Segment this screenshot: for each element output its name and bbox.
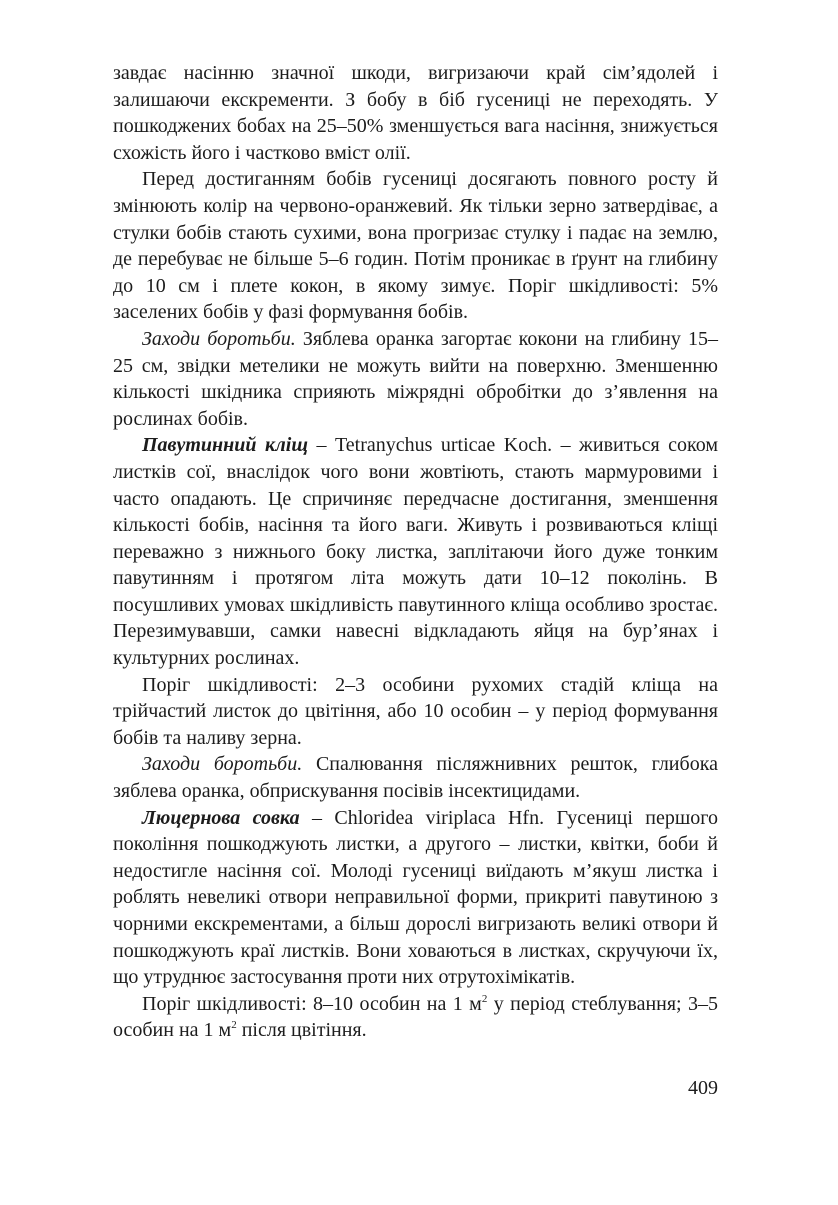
paragraph-pod-development xyxy=(113,166,718,326)
superscript-square: 2 xyxy=(231,1019,237,1032)
paragraph-spider-mite xyxy=(113,432,718,671)
paragraph-text: завдає насінню значної шкоди, вигризаючи край сім’ядолей і залишаючи екскременти. З бобу в біб гусениці не переходять. У пошкоджених бобах на 25–50% зменшується вага насіння, знижується схожість його і частково вміст олії. xyxy=(113,62,718,164)
pest-name-heading: Павутинний кліщ xyxy=(142,434,308,457)
paragraph-alfalfa-moth xyxy=(113,805,718,991)
paragraph-text: – Chloridea viriplaca Hfn. Гусениці першого покоління пошкоджують листки, а другого – листки, квітки, боби й недостигле насіння сої. Молоді гусениці виїдають м’якуш листка і роблять невеликі отвори неправильної форми, прикриті павутиною з чорними екскрементами, а більш дорослі вигризають великі отвори й пошкоджують краї листків. Вони ховаються в листках, скручуючи їх, що утруднює застосування проти них отрутохімікатів. xyxy=(113,806,718,989)
paragraph-text: після цвітіння. xyxy=(236,1019,367,1042)
paragraph-control-measures-2 xyxy=(113,751,718,804)
section-lead-italic: Заходи боротьби. xyxy=(142,327,296,350)
page-body xyxy=(113,60,718,1044)
paragraph-threshold-mite xyxy=(113,672,718,752)
superscript-square: 2 xyxy=(481,992,488,1005)
paragraph-text: Перед достиганням бобів гусениці досягають повного росту й змінюють колір на червоно-оранжевий. Як тільки зерно затвердіває, а стулки бобів стають сухими, вона прогризає стулку і падає на землю, де перебуває не більше 5–6 годин. Потім проникає в ґрунт на глибину до 10 см і плете кокон, в якому зимує. Поріг шкідливості: 5% заселених бобів у фазі формування бобів. xyxy=(113,168,718,324)
paragraph-text: у період стеблування; 3–5 особин на 1 м xyxy=(113,992,719,1042)
paragraph-control-measures-1 xyxy=(113,326,718,432)
paragraph-text: – Tetranychus urticae Koch. – живиться соком листків сої, внаслідок чого вони жовтіють, стають мармуровими і часто опадають. Це спричиняє передчасне достигання, зменшення кількості бобів, насіння та його ваги. Живуть і розвиваються кліщі переважно з нижнього боку листка, заплітаючи його дуже тонким павутинням і протягом літа можуть дати 10–12 поколінь. В посушливих умовах шкідливість павутинного кліща особливо зростає. Перезимувавши, самки навесні відкладають яйця на бур’янах і культурних рослинах. xyxy=(113,434,718,670)
paragraph-threshold-moth xyxy=(113,991,718,1044)
paragraph-continuation xyxy=(113,60,718,166)
page-number: 409 xyxy=(688,1077,718,1099)
paragraph-text: Поріг шкідливості: 8–10 особин на 1 м xyxy=(142,992,482,1015)
paragraph-text: Поріг шкідливості: 2–3 особини рухомих стадій кліща на трійчастий листок до цвітіння, або 10 особин – у період формування бобів та наливу зерна. xyxy=(113,673,718,749)
paragraph-text: Спалювання післяжнивних решток, глибока зяблева оранка, обприскування посівів інсектицидами. xyxy=(113,753,718,803)
paragraph-text: Зяблева оранка загортає кокони на глибину 15–25 см, звідки метелики не можуть вийти на поверхню. Зменшенню кількості шкідника сприяють міжрядні обробітки до з’явлення на рослинах бобів. xyxy=(113,327,718,430)
pest-name-heading: Люцернова совка xyxy=(142,806,300,829)
section-lead-italic: Заходи боротьби. xyxy=(142,753,303,776)
